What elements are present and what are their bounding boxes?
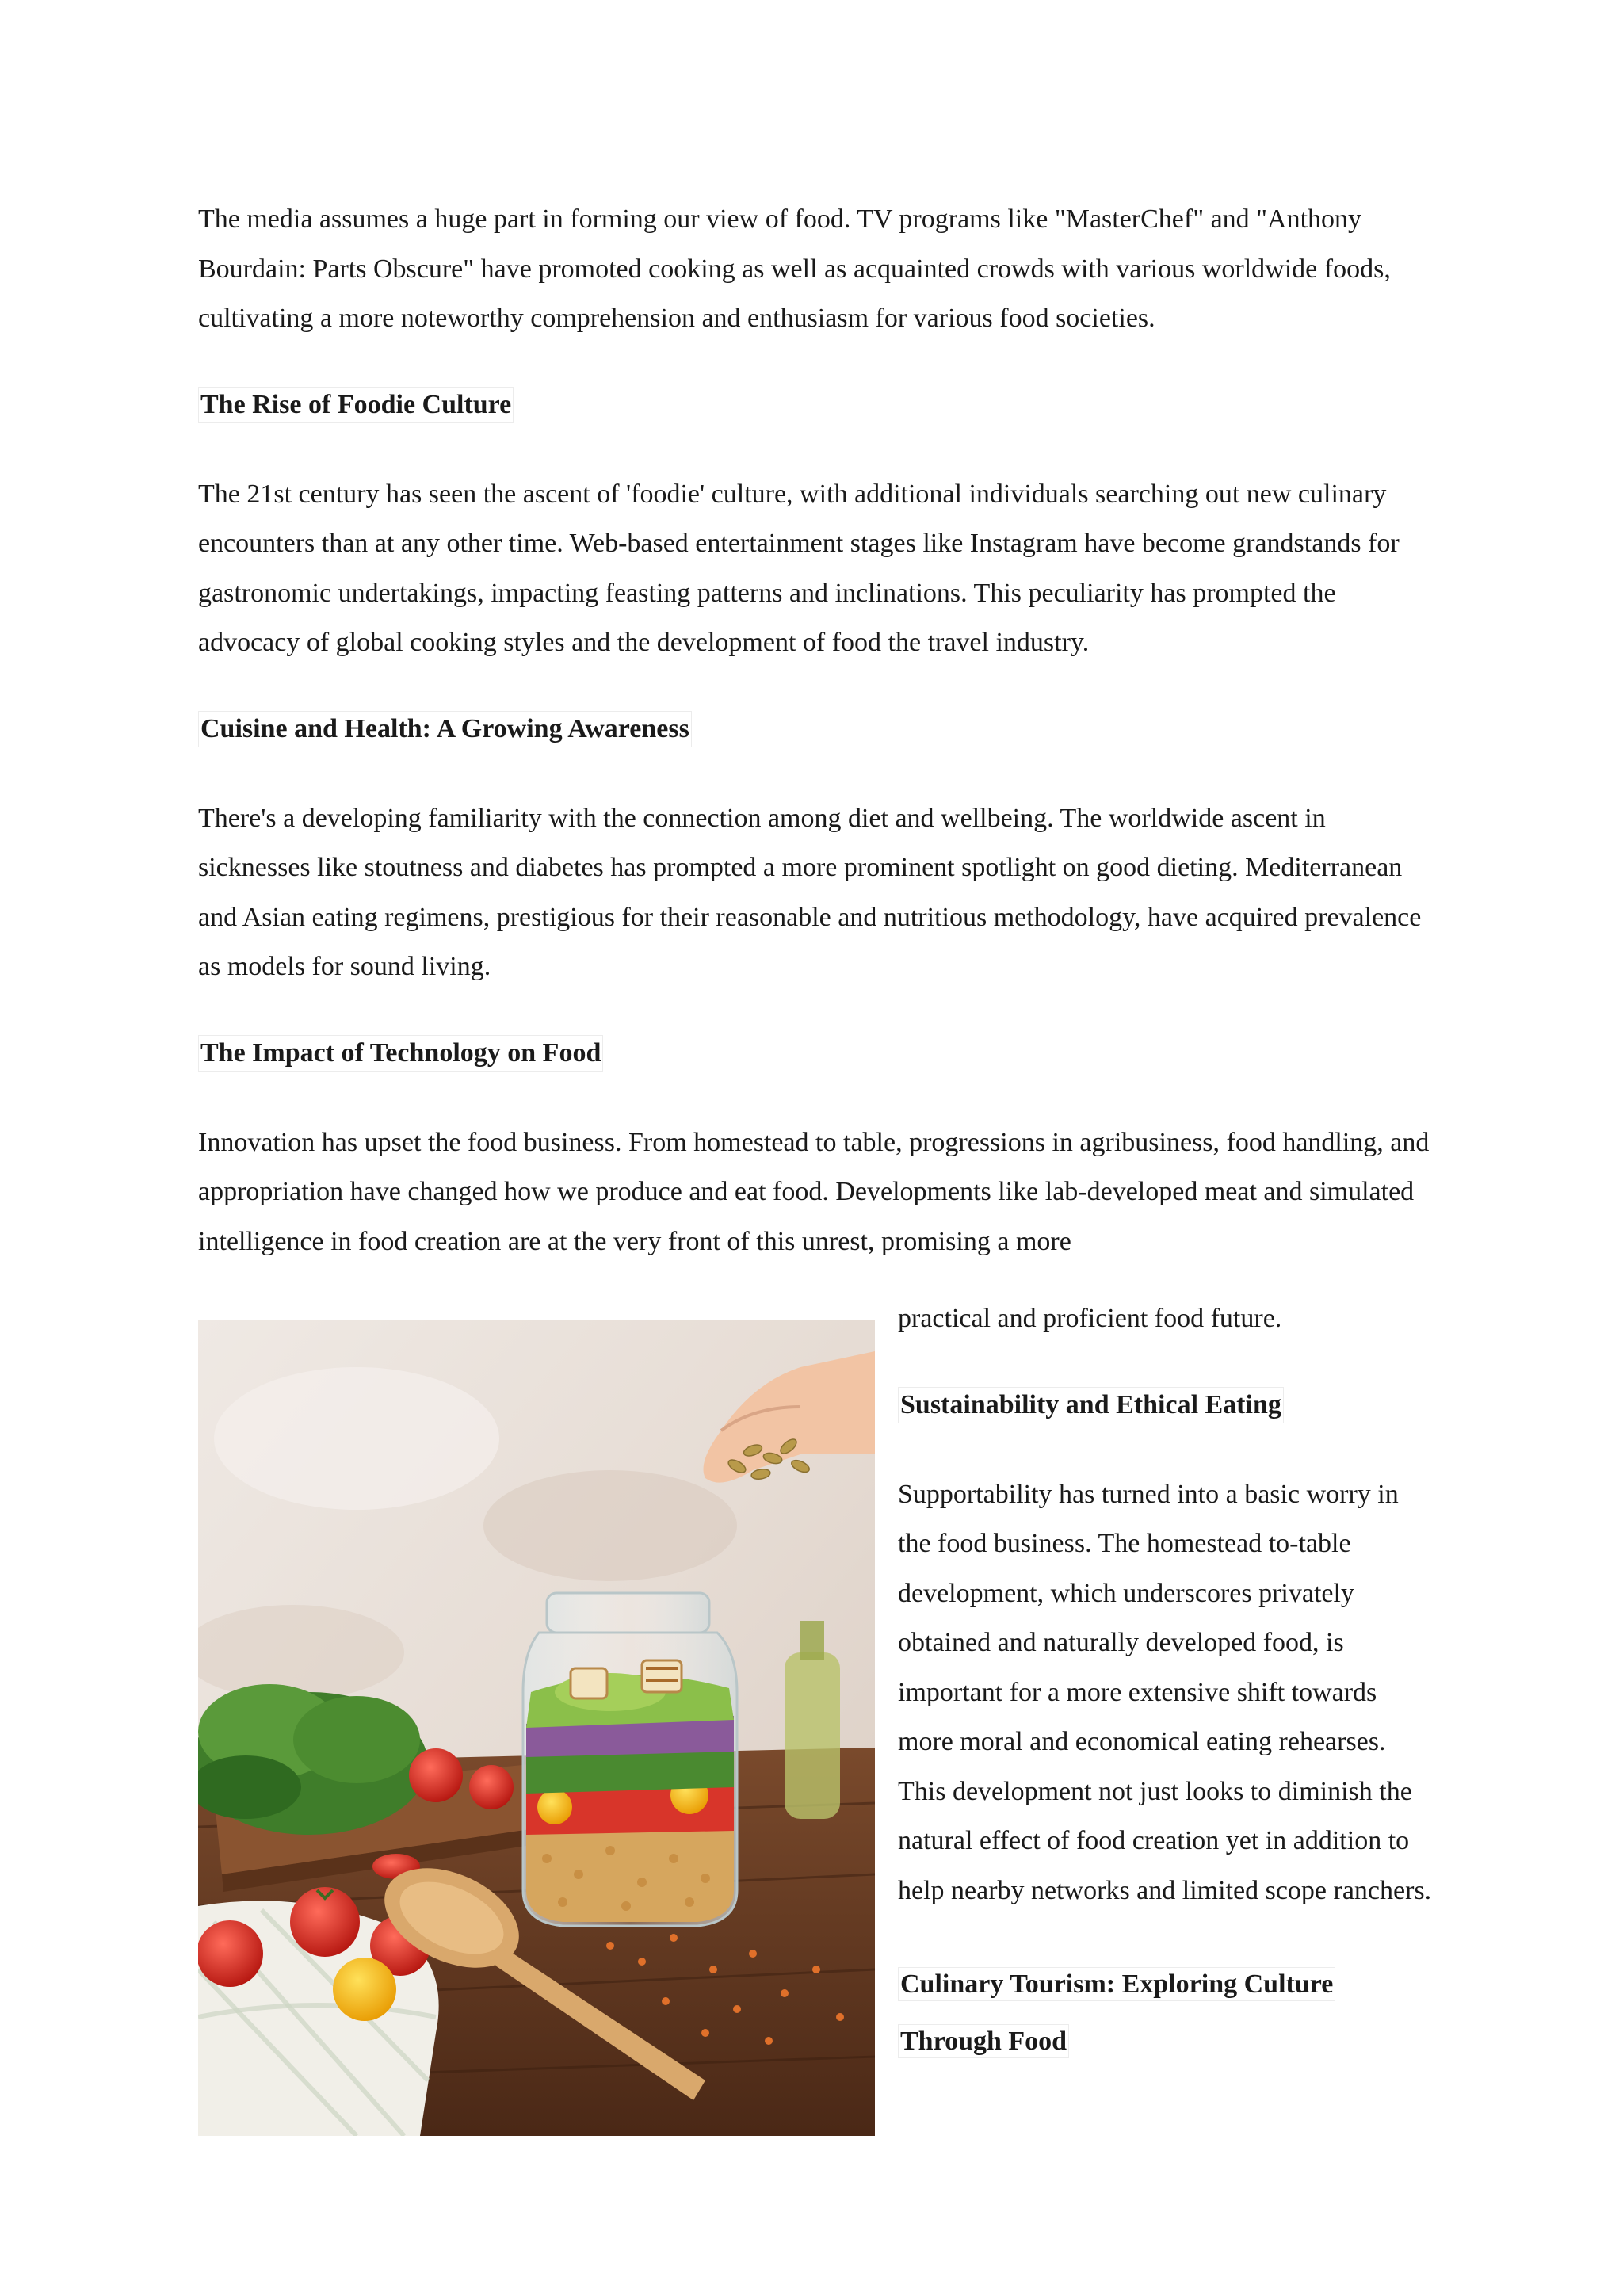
heading-foodie-culture: The Rise of Foodie Culture (198, 387, 514, 423)
paragraph-media: The media assumes a huge part in forming our view of food. TV programs like "MasterChef" and "Anthony Bourdain: Parts Obscure" have promoted cooking as well as acquainted crowds with various worldwide foods, cultivating a more noteworthy comprehension and enthusiasm for various food societies. (198, 204, 1391, 333)
paragraph-technology-continued: practical and proficient food future. (898, 1304, 1282, 1333)
heading-cuisine-health: Cuisine and Health: A Growing Awareness (198, 711, 692, 747)
heading-sustainability: Sustainability and Ethical Eating (898, 1387, 1284, 1423)
paragraph-health: There's a developing familiarity with the connection among diet and wellbeing. The worldwide ascent in sicknesses like stoutness and diabetes has prompted a more prominent spotlight on good dieting. Mediterranean and Asian eating regimens, prestigious for their reasonable and nutritious methodology, have acquired prevalence as models for sound living. (198, 803, 1422, 981)
image-text-section (198, 1294, 1434, 2111)
article-body (198, 195, 1434, 1266)
paragraph-technology: Innovation has upset the food business. From homestead to table, progressions in agribusiness, food handling, and appropriation have changed how we produce and eat food. Developments like lab-developed meat and simulated intelligence in food creation are at the very front of this unrest, promising a more (198, 1127, 1430, 1256)
heading-technology: The Impact of Technology on Food (198, 1035, 603, 1072)
heading-culinary-tourism: Culinary Tourism: Exploring Culture Through Food (898, 1967, 1335, 2058)
side-column (898, 1294, 1435, 2073)
paragraph-sustainability: Supportability has turned into a basic worry in the food business. The homestead to-table development, which underscores privately obtained and naturally developed food, is important for a more extensive shift towards more moral and economical eating rehearses. This development not just looks to diminish the natural effect of food creation yet in addition to help nearby networks and limited scope ranchers. (898, 1479, 1432, 1905)
salad-jar-photo (198, 1320, 875, 2136)
paragraph-foodie: The 21st century has seen the ascent of 'foodie' culture, with additional individuals searching out new culinary encounters than at any other time. Web-based entertainment stages like Instagram have become grandstands for gastronomic undertakings, impacting feasting patterns and inclinations. This peculiarity has prompted the advocacy of global cooking styles and the development of food the travel industry. (198, 479, 1400, 657)
